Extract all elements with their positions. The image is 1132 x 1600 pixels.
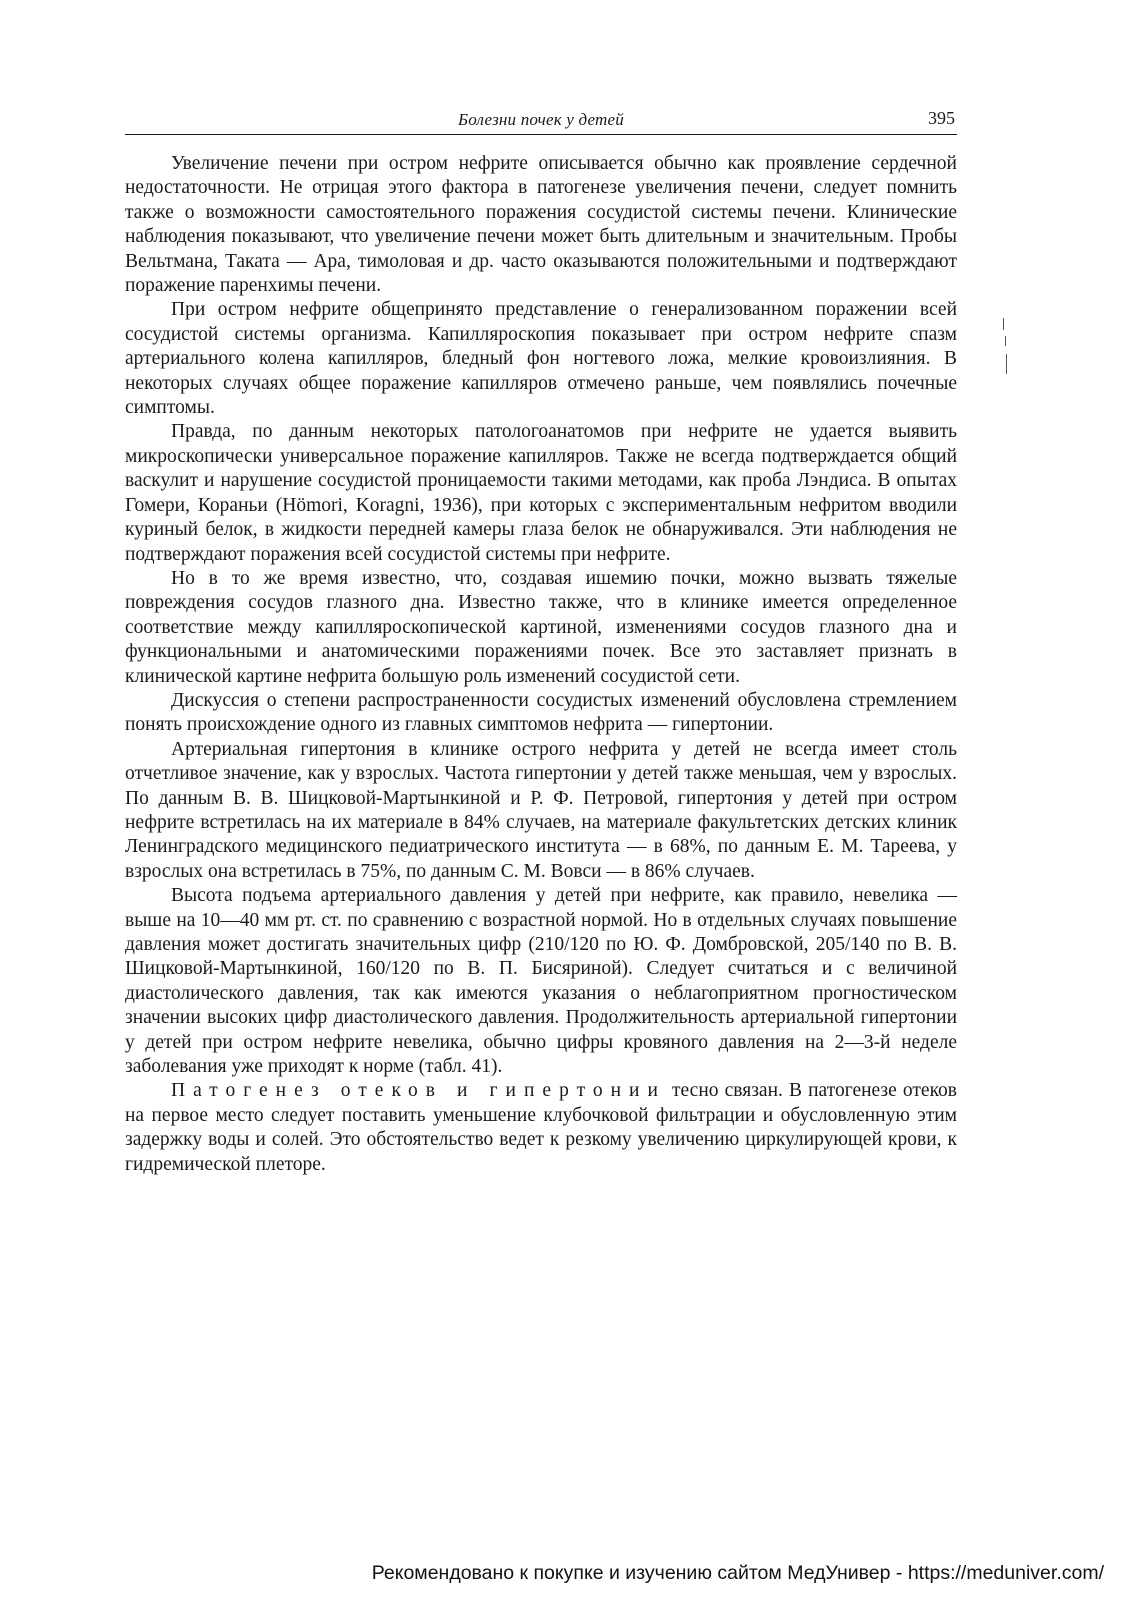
pencil-mark — [1006, 354, 1007, 374]
paragraph: Но в то же время известно, что, создавая ишемию почки, можно вызвать тяжелые повреждения сосудов глазного дна. Известно также, что в клинике имеется определенное соответствие между капилляроскопической картиной, изменениями сосудов глазного дна и функциональными и анатомическими поражениями почек. Все это заставляет признать в клинической картине нефрита большую роль изменений сосудистой сети. — [125, 567, 957, 687]
spaced-lead-phrase: Патогенез отеков и гипертонии — [171, 1080, 666, 1102]
paragraph: Дискуссия о степени распространенности сосудистых изменений обусловлена стремлением понять происхождение одного из главных симптомов нефрита — гипертонии. — [125, 689, 957, 736]
pencil-mark — [1005, 336, 1006, 346]
paragraph: Высота подъема артериального давления у детей при нефрите, как правило, невелика — выше на 10—40 мм рт. ст. по сравнению с возрастной нормой. Но в отдельных случаях повышение давления может достигать значительных цифр (210/120 по Ю. Ф. Домбровской, 205/140 по В. В. Шицковой-Мартынкиной, 160/120 по В. П. Бисяриной). Следует считаться и с величиной диастолического давления, так как имеются указания о неблагоприятном прогностическом значении высоких цифр диастолического давления. Продолжительность артериальной гипертонии у детей при остром нефрите невелика, обычно цифры кровяного давления на 2—3-й неделе заболевания уже приходят к норме (табл. 41). — [125, 885, 957, 1078]
body-text — [125, 152, 957, 1177]
page-header — [125, 108, 957, 135]
pencil-mark — [1003, 318, 1004, 330]
paragraph-continuation: тесно связан. В патогенезе отеков на первое место следует поставить уменьшение клубочковой фильтрации и обусловленную этим задержку воды и солей. Это обстоятельство ведет к резкому увеличению циркулирующей крови, к гидремической плеторе. — [125, 1080, 958, 1175]
watermark-footer: Рекомендовано к покупке и изучению сайтом МедУнивер - https://meduniver.com/ — [371, 1562, 1104, 1584]
paragraph-pathogenesis — [125, 1079, 957, 1177]
paragraph: Артериальная гипертония в клинике острого нефрита у детей не всегда имеет столь отчетливое значение, как у взрослых. Частота гипертонии у детей также меньшая, чем у взрослых. По данным В. В. Шицковой-Мартынкиной и Р. Ф. Петровой, гипертония у детей при остром нефрите встретилась на их материале в 84% случаев, на материале факультетских детских клиник Ленинградского медицинского педиатрического института — в 68%, по данным Е. М. Тареева, у взрослых она встретилась в 75%, по данным С. М. Вовси — в 86% случаев. — [125, 738, 957, 882]
paragraph: Правда, по данным некоторых патологоанатомов при нефрите не удается выявить микроскопически универсальное поражение капилляров. Также не всегда подтверждается общий васкулит и нарушение сосудистой проницаемости такими методами, как проба Лэндиса. В опытах Гомери, Кораньи (Hömori, Koragni, 1936), при которых с экспериментальным нефритом вводили куриный белок, в жидкости передней камеры глаза белок не обнаруживался. Эти наблюдения не подтверждают поражения всей сосудистой системы при нефрите. — [125, 421, 957, 565]
running-title: Болезни почек у детей — [458, 110, 624, 129]
paragraph: При остром нефрите общепринято представление о генерализованном поражении всей сосудистой системы организма. Капилляроскопия показывает при остром нефрите спазм артериального колена капилляров, бледный фон ногтевого ложа, мелкие кровоизлияния. В некоторых случаях общее поражение капилляров отмечено раньше, чем появлялись почечные симптомы. — [125, 299, 957, 419]
paragraph: Увеличение печени при остром нефрите описывается обычно как проявление сердечной недостаточности. Не отрицая этого фактора в патогенезе увеличения печени, следует помнить также о возможности самостоятельного поражения сосудистой системы печени. Клинические наблюдения показывают, что увеличение печени может быть длительным и значительным. Пробы Вельтмана, Таката — Ара, тимоловая и др. часто оказываются положительными и подтверждают поражение паренхимы печени. — [125, 153, 957, 297]
margin-pencil-marks — [1003, 318, 1015, 378]
page-number: 395 — [928, 108, 955, 128]
